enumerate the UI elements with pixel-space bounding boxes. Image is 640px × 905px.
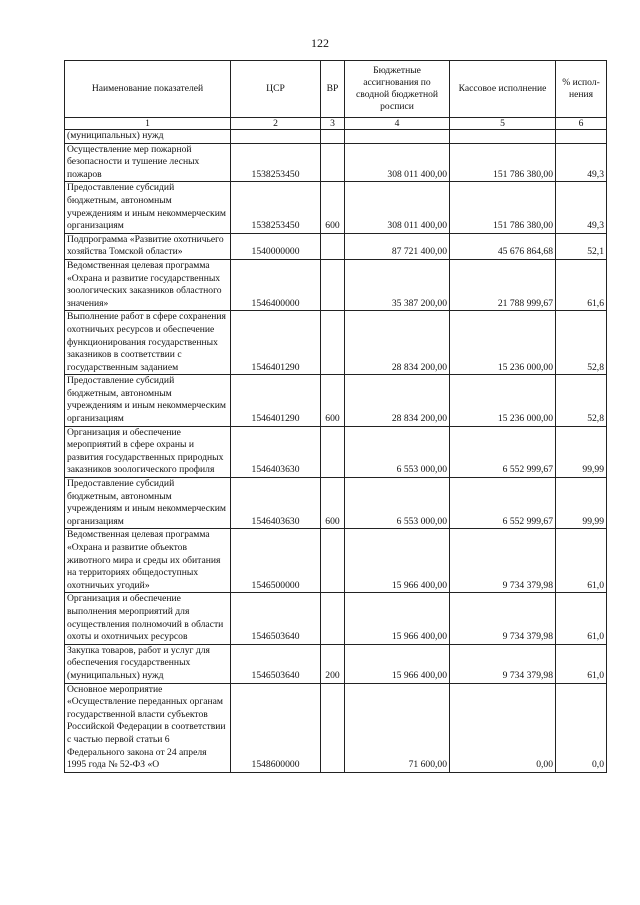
cash-execution-cell: 45 676 864,68 [450,233,556,259]
column-number: 1 [65,118,231,130]
cash-execution-cell: 0,00 [450,683,556,772]
indicator-name-cell: Основное мероприятие «Осуществление переданных органам государственной власти субъектов Российской Федерации в соответствии с частью первой статьи 6 Федерального закона от 24 апреля 1995 года № 52-ФЗ «О [65,683,231,772]
table-row [65,182,607,233]
cash-execution-cell: 9 734 379,98 [450,644,556,683]
csr-cell: 1546400000 [231,259,321,310]
header-execution-percent: % испол-нения [556,61,607,118]
cash-execution-cell: 6 552 999,67 [450,478,556,529]
csr-cell: 1538253450 [231,143,321,182]
table-row [65,478,607,529]
budget-allocation-cell [345,130,450,144]
column-number: 4 [345,118,450,130]
vr-cell: 600 [321,375,345,426]
cash-execution-cell: 9 734 379,98 [450,593,556,644]
vr-cell [321,130,345,144]
indicator-name-cell: (муниципальных) нужд [65,130,231,144]
table-row [65,683,607,772]
csr-cell: 1546500000 [231,529,321,593]
indicator-name-cell: Ведомственная целевая программа «Охрана и развитие объектов животного мира и среды их обитания на территориях общедоступных охотничьих угодий» [65,529,231,593]
budget-allocation-cell: 87 721 400,00 [345,233,450,259]
column-number: 5 [450,118,556,130]
cash-execution-cell: 15 236 000,00 [450,311,556,375]
indicator-name-cell: Предоставление субсидий бюджетным, автономным учреждениям и иным некоммерческим организациям [65,375,231,426]
execution-percent-cell: 61,0 [556,529,607,593]
indicator-name-cell: Предоставление субсидий бюджетным, автономным учреждениям и иным некоммерческим организациям [65,478,231,529]
table-row [65,593,607,644]
execution-percent-cell: 61,6 [556,259,607,310]
execution-percent-cell: 0,0 [556,683,607,772]
table-row [65,529,607,593]
budget-execution-table [64,60,607,773]
table-row [65,233,607,259]
budget-allocation-cell: 28 834 200,00 [345,311,450,375]
indicator-name-cell: Осуществление мер пожарной безопасности и тушение лесных пожаров [65,143,231,182]
vr-cell [321,259,345,310]
csr-cell [231,130,321,144]
csr-cell: 1546403630 [231,426,321,477]
indicator-name-cell: Закупка товаров, работ и услуг для обеспечения государственных (муниципальных) нужд [65,644,231,683]
execution-percent-cell: 52,8 [556,375,607,426]
column-number-row [65,118,607,130]
vr-cell: 600 [321,182,345,233]
table-row [65,311,607,375]
csr-cell: 1546503640 [231,644,321,683]
vr-cell [321,311,345,375]
cash-execution-cell: 21 788 999,67 [450,259,556,310]
execution-percent-cell: 49,3 [556,182,607,233]
table-row [65,143,607,182]
column-number: 6 [556,118,607,130]
csr-cell: 1546503640 [231,593,321,644]
indicator-name-cell: Предоставление субсидий бюджетным, автономным учреждениям и иным некоммерческим организациям [65,182,231,233]
execution-percent-cell: 52,1 [556,233,607,259]
execution-percent-cell: 52,8 [556,311,607,375]
header-vr: ВР [321,61,345,118]
execution-percent-cell: 99,99 [556,426,607,477]
execution-percent-cell: 49,3 [556,143,607,182]
header-indicator-name: Наименование показателей [65,61,231,118]
table-row [65,130,607,144]
budget-allocation-cell: 6 553 000,00 [345,426,450,477]
execution-percent-cell: 99,99 [556,478,607,529]
header-budget-allocation: Бюджетные ассигнования по сводной бюджетной росписи [345,61,450,118]
vr-cell [321,426,345,477]
budget-allocation-cell: 308 011 400,00 [345,143,450,182]
vr-cell [321,593,345,644]
table-row [65,644,607,683]
page-number: 122 [311,36,329,50]
cash-execution-cell: 151 786 380,00 [450,143,556,182]
budget-allocation-cell: 15 966 400,00 [345,593,450,644]
indicator-name-cell: Ведомственная целевая программа «Охрана и развитие государственных зоологических заказников областного значения» [65,259,231,310]
header-row [65,61,607,118]
execution-percent-cell: 61,0 [556,593,607,644]
csr-cell: 1540000000 [231,233,321,259]
column-number: 2 [231,118,321,130]
table-row [65,426,607,477]
vr-cell [321,143,345,182]
budget-allocation-cell: 6 553 000,00 [345,478,450,529]
csr-cell: 1546403630 [231,478,321,529]
budget-allocation-cell: 15 966 400,00 [345,644,450,683]
cash-execution-cell: 151 786 380,00 [450,182,556,233]
table-row [65,375,607,426]
budget-allocation-cell: 35 387 200,00 [345,259,450,310]
budget-allocation-cell: 71 600,00 [345,683,450,772]
header-cash-execution: Кассовое исполнение [450,61,556,118]
vr-cell: 600 [321,478,345,529]
indicator-name-cell: Выполнение работ в сфере сохранения охотничьих ресурсов и обеспечение функционирования государственных заказников в соответствии с государственным заданием [65,311,231,375]
csr-cell: 1546401290 [231,311,321,375]
indicator-name-cell: Подпрограмма «Развитие охотничьего хозяйства Томской области» [65,233,231,259]
cash-execution-cell [450,130,556,144]
vr-cell [321,233,345,259]
execution-percent-cell [556,130,607,144]
indicator-name-cell: Организация и обеспечение выполнения мероприятий для осуществления полномочий в области охоты и охотничьих ресурсов [65,593,231,644]
budget-allocation-cell: 28 834 200,00 [345,375,450,426]
cash-execution-cell: 6 552 999,67 [450,426,556,477]
vr-cell [321,529,345,593]
csr-cell: 1548600000 [231,683,321,772]
column-number: 3 [321,118,345,130]
cash-execution-cell: 15 236 000,00 [450,375,556,426]
table-row [65,259,607,310]
vr-cell [321,683,345,772]
cash-execution-cell: 9 734 379,98 [450,529,556,593]
indicator-name-cell: Организация и обеспечение мероприятий в сфере охраны и развития государственных природных заказников зоологического профиля [65,426,231,477]
budget-allocation-cell: 308 011 400,00 [345,182,450,233]
budget-allocation-cell: 15 966 400,00 [345,529,450,593]
vr-cell: 200 [321,644,345,683]
header-csr: ЦСР [231,61,321,118]
execution-percent-cell: 61,0 [556,644,607,683]
csr-cell: 1538253450 [231,182,321,233]
csr-cell: 1546401290 [231,375,321,426]
